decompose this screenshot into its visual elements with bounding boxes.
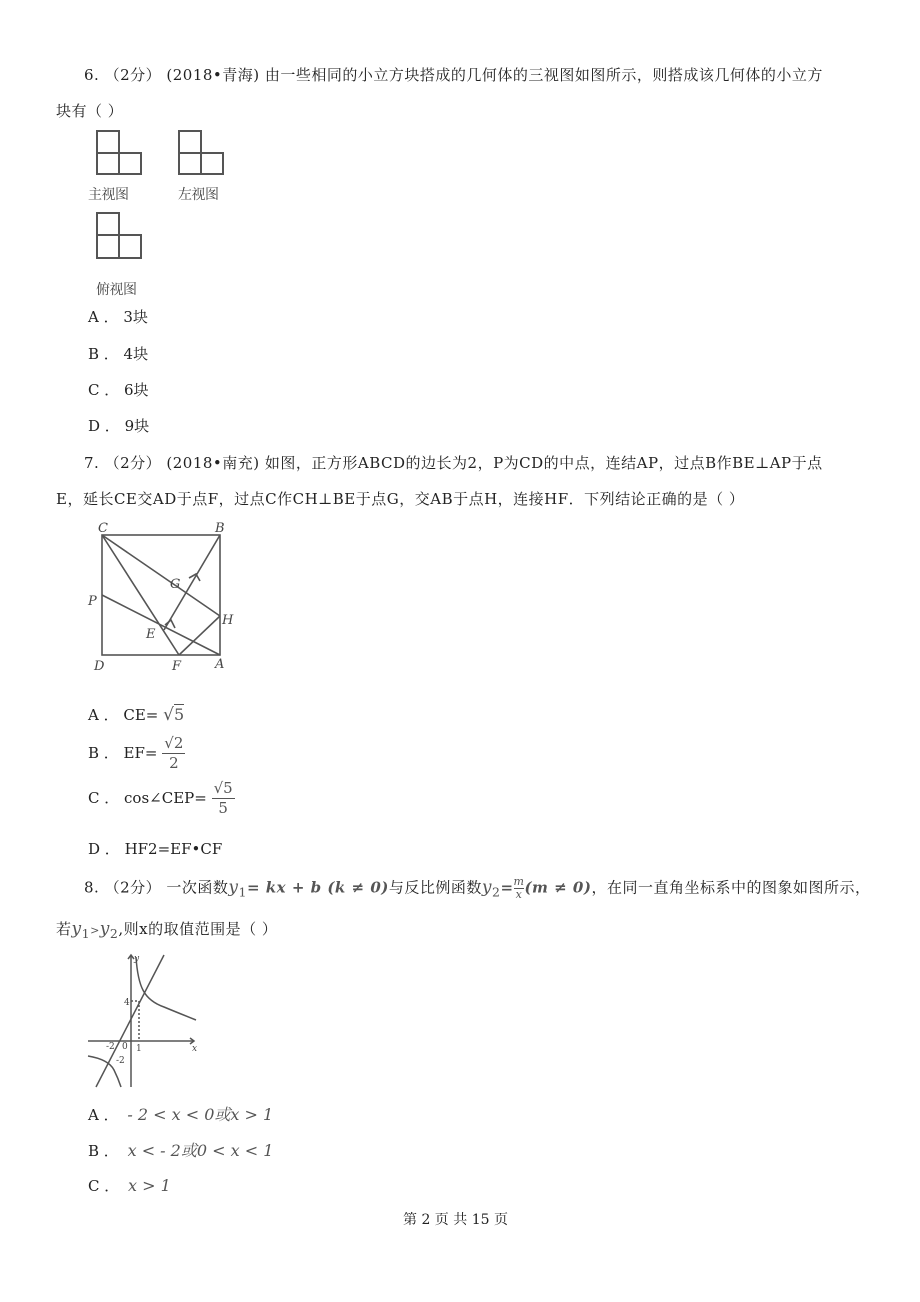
q8-option-b-prefix: B ． <box>88 1142 119 1160</box>
function-graph-figure <box>86 952 206 1092</box>
q6-stem-line1: 6. （2分） (2018•青海) 由一些相同的小立方块搭成的几何体的三视图如图所示，则搭成该几何体的小立方 <box>84 66 823 84</box>
label-d: D <box>94 659 105 674</box>
square-abcd <box>102 535 220 655</box>
y2-symbol: y <box>99 919 110 939</box>
q8-option-b[interactable] <box>88 1138 273 1161</box>
front-view-label: 主视图 <box>88 187 129 203</box>
fraction-numerator: √5 <box>213 779 233 797</box>
label-e: E <box>146 627 156 642</box>
graph-tick-neg2-y: -2 <box>116 1056 125 1066</box>
fraction-denominator: x <box>515 888 523 901</box>
y1-expression: = kx + b (k ≠ 0) <box>246 878 389 897</box>
left-view-label: 左视图 <box>178 187 219 203</box>
graph-y-label: y <box>134 954 140 964</box>
q7-option-b-prefix: B ． EF= <box>88 744 158 762</box>
m-over-x-fraction <box>514 876 525 901</box>
q8-tail: ，在同一直角坐标系中的图象如图所示， <box>591 878 871 897</box>
y2-subscript: 2 <box>109 926 119 941</box>
q7-option-a[interactable] <box>88 704 184 725</box>
q8-option-a-expr: - 2 < x < 0或x > 1 <box>127 1105 274 1124</box>
label-b: B <box>215 521 225 536</box>
y1-subscript: 1 <box>81 926 91 941</box>
segment-cf <box>102 535 179 655</box>
fraction-numerator: √2 <box>164 734 184 752</box>
q7-option-b[interactable] <box>88 733 185 772</box>
q8-option-c-prefix: C ． <box>88 1177 120 1195</box>
q6-option-b[interactable]: B ． 4块 <box>88 345 149 363</box>
q8-option-a[interactable] <box>88 1102 273 1125</box>
label-c: C <box>98 521 108 536</box>
y2-subscript: 2 <box>491 884 501 900</box>
fraction-denominator: 2 <box>169 754 179 772</box>
linear-function-line <box>96 955 164 1087</box>
y1-subscript: 1 <box>238 884 247 900</box>
q7-option-d[interactable]: D ． HF2=EF•CF <box>88 840 223 858</box>
q8-intro: 8. （2分） 一次函数 <box>84 878 229 897</box>
q7-option-a-radicand: 5 <box>174 705 185 724</box>
q7-option-c-fraction <box>212 778 235 817</box>
label-a: A <box>215 657 225 672</box>
square-geometry-figure <box>86 518 236 678</box>
q7-option-b-fraction <box>162 733 185 772</box>
q6-option-d[interactable]: D ． 9块 <box>88 417 150 435</box>
graph-tick-neg2: -2 <box>106 1042 115 1052</box>
segment-hf <box>179 616 220 655</box>
graph-tick-1: 1 <box>136 1044 142 1054</box>
greater-than-sign: > <box>90 924 100 937</box>
graph-x-label: x <box>192 1044 198 1054</box>
page-footer: 第 2 页 共 15 页 <box>403 1212 508 1228</box>
y1-symbol: y <box>71 919 82 939</box>
label-g: G <box>170 577 181 592</box>
top-view-label: 俯视图 <box>96 282 137 298</box>
label-f: F <box>172 659 182 674</box>
q8-line2-pre: 若 <box>56 920 72 938</box>
sqrt-sign: √ <box>163 705 174 725</box>
graph-tick-4: 4 <box>124 998 130 1008</box>
q8-option-c-expr: x > 1 <box>128 1176 171 1195</box>
label-p: P <box>88 594 97 609</box>
y2-symbol: y <box>481 877 492 898</box>
q7-option-c[interactable] <box>88 778 235 817</box>
left-view-figure <box>178 130 228 175</box>
front-view-figure <box>96 130 146 175</box>
top-view-figure <box>96 212 146 260</box>
fraction-denominator: 5 <box>218 799 228 817</box>
y1-symbol: y <box>228 877 239 898</box>
graph-origin: 0 <box>122 1042 128 1052</box>
q7-option-a-prefix: A ． CE= <box>88 706 159 724</box>
q8-mid-text: 与反比例函数 <box>388 878 482 897</box>
q6-option-a[interactable]: A ． 3块 <box>88 308 148 326</box>
q6-stem-line2: 块有（ ） <box>56 102 124 120</box>
q8-line2-post: ,则x的取值范围是（ ） <box>118 920 278 938</box>
hyperbola-branch-1 <box>136 957 196 1020</box>
q8-option-b-expr: x < - 2或0 < x < 1 <box>127 1141 274 1160</box>
q8-option-a-prefix: A ． <box>88 1106 119 1124</box>
q8-stem-line1: 8. （2分） 一次函数$y_1=$ kx + b (k ≠ 0)与反比例函数$y_2=$ $\frac{m}{x}$ (m ≠ 0)，在同一直角坐标系中的图象如图所示， <box>84 875 871 901</box>
q7-stem-line2: E，延长CE交AD于点F，过点C作CH⊥BE于点G，交AB于点H，连接HF．下列结论正确的是（ ） <box>56 490 745 508</box>
q8-stem-line2 <box>56 918 277 941</box>
q7-option-c-prefix: C ． cos∠CEP= <box>88 789 207 807</box>
y2-condition: (m ≠ 0) <box>524 878 592 897</box>
fraction-numerator: m <box>513 875 525 888</box>
q8-option-c[interactable] <box>88 1175 171 1196</box>
q7-stem-line1: 7. （2分） (2018•南充) 如图，正方形ABCD的边长为2，P为CD的中点，连结AP，过点B作BE⊥AP于点 <box>84 454 823 472</box>
q6-option-c[interactable]: C ． 6块 <box>88 381 149 399</box>
label-h: H <box>222 613 234 628</box>
